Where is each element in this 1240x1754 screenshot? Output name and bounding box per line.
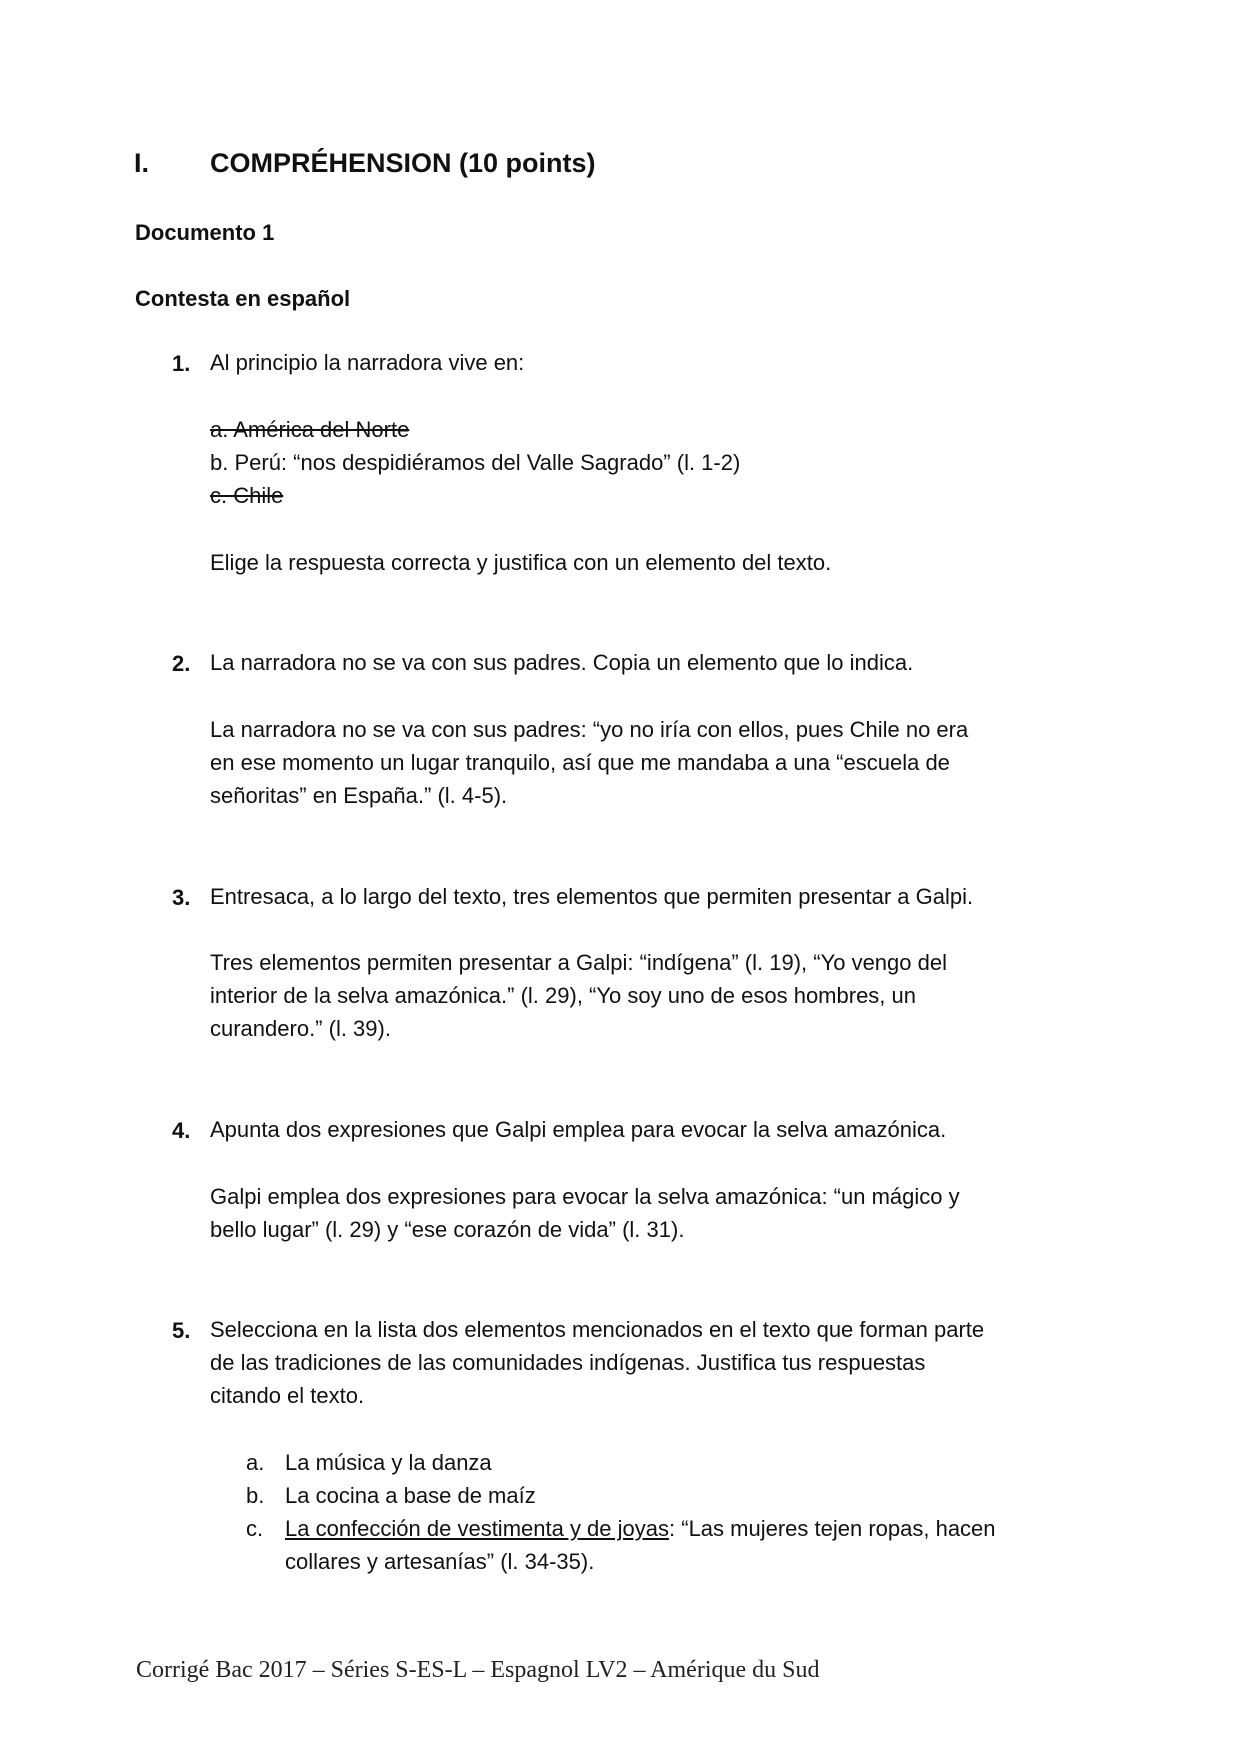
section-title: COMPRÉHENSION (10 points) (210, 148, 596, 178)
page-footer: Corrigé Bac 2017 – Séries S-ES-L – Espagnol LV2 – Amérique du Sud (136, 1657, 820, 1683)
question-5-option-letter: a. (246, 1450, 265, 1475)
question-3-answer-line: curandero.” (l. 39). (210, 1016, 391, 1041)
question-5-option-letter: c. (246, 1516, 264, 1541)
question-5-option-a: La música y la danza (285, 1450, 492, 1475)
question-1-option-c: c. Chile (210, 483, 284, 508)
question-5-option-c (285, 1512, 996, 1545)
question-5-prompt-line: de las tradiciones de las comunidades indígenas. Justifica tus respuestas (210, 1350, 926, 1375)
question-5-number: 5. (172, 1318, 191, 1343)
instruction-heading: Contesta en español (135, 286, 351, 311)
question-5-option-c-continuation: collares y artesanías” (l. 34-35). (285, 1549, 595, 1574)
question-5-option-b: La cocina a base de maíz (285, 1483, 536, 1508)
document-label: Documento 1 (135, 220, 275, 245)
question-4-answer-line: bello lugar” (l. 29) y “ese corazón de vida” (l. 31). (210, 1217, 685, 1242)
question-4-answer-line: Galpi emplea dos expresiones para evocar la selva amazónica: “un mágico y (210, 1184, 960, 1209)
question-2-answer-line: señoritas” en España.” (l. 4-5). (210, 783, 508, 808)
question-2-number: 2. (172, 651, 191, 676)
section-number: I. (134, 148, 150, 178)
question-1-option-b: b. Perú: “nos despidiéramos del Valle Sagrado” (l. 1-2) (210, 450, 741, 475)
question-5-prompt-line: Selecciona en la lista dos elementos mencionados en el texto que forman parte (210, 1317, 985, 1342)
question-1-option-a: a. América del Norte (210, 417, 410, 442)
question-5-option-c-underlined: La confección de vestimenta y de joyas (285, 1516, 670, 1541)
question-5-option-letter: b. (246, 1483, 265, 1508)
question-3-answer-line: interior de la selva amazónica.” (l. 29), “Yo soy uno de esos hombres, un (210, 983, 916, 1008)
question-3-number: 3. (172, 885, 191, 910)
question-5-option-c-rest: : “Las mujeres tejen ropas, hacen (669, 1516, 996, 1541)
question-4-prompt: Apunta dos expresiones que Galpi emplea para evocar la selva amazónica. (210, 1117, 947, 1142)
question-1-instruction: Elige la respuesta correcta y justifica con un elemento del texto. (210, 550, 832, 575)
question-3-answer-line: Tres elementos permiten presentar a Galpi: “indígena” (l. 19), “Yo vengo del (210, 950, 947, 975)
question-4-number: 4. (172, 1118, 191, 1143)
question-3-prompt: Entresaca, a lo largo del texto, tres elementos que permiten presentar a Galpi. (210, 884, 974, 909)
question-2-answer-line: La narradora no se va con sus padres: “yo no iría con ellos, pues Chile no era (210, 717, 969, 742)
question-1-prompt: Al principio la narradora vive en: (210, 350, 525, 375)
question-2-answer-line: en ese momento un lugar tranquilo, así que me mandaba a una “escuela de (210, 750, 950, 775)
question-2-prompt: La narradora no se va con sus padres. Copia un elemento que lo indica. (210, 650, 914, 675)
question-1-number: 1. (172, 351, 191, 376)
question-5-prompt-line: citando el texto. (210, 1383, 365, 1408)
